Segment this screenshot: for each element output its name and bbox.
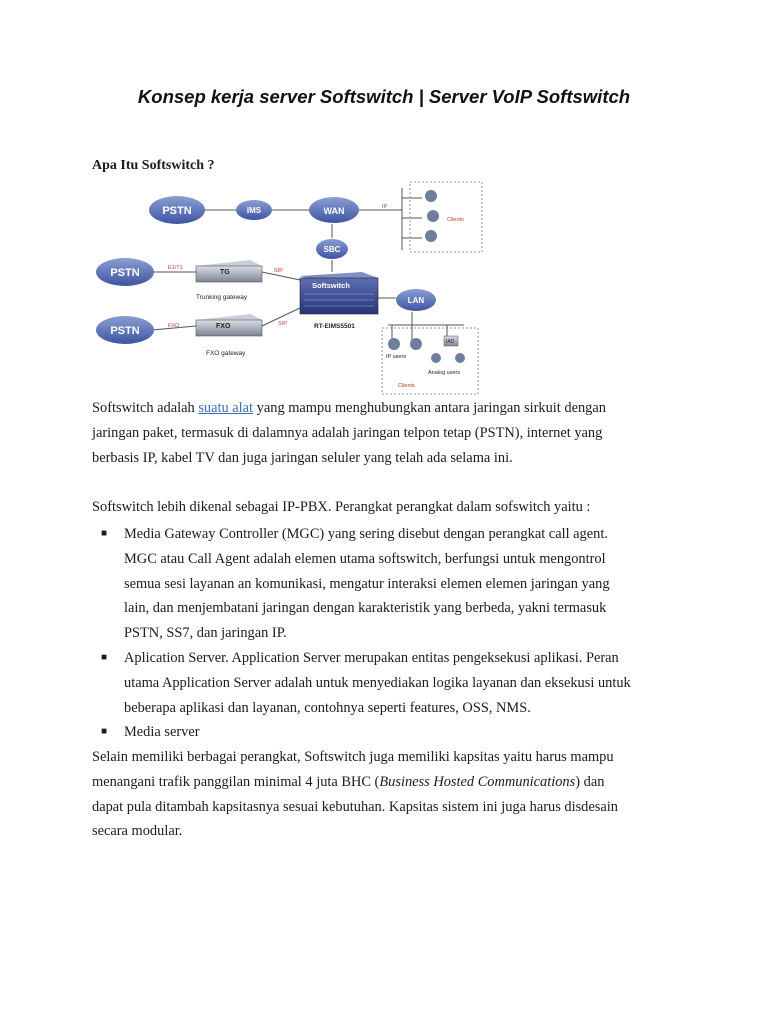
svg-text:Analog users: Analog users <box>428 370 461 376</box>
svg-text:IMS: IMS <box>246 206 262 215</box>
svg-text:IAD: IAD <box>446 339 455 345</box>
trunking-gateway <box>196 260 262 301</box>
pstn-cloud-middle <box>96 258 154 286</box>
paragraph-intro-line3: berbasis IP, kabel TV dan juga jaringan seluler yang telah ada selama ini. <box>92 449 513 466</box>
svg-text:PSTN: PSTN <box>110 267 140 279</box>
document-title: Konsep kerja server Softswitch | Server VoIP Softswitch <box>137 86 631 107</box>
ip-link-label: IP <box>382 204 388 210</box>
paragraph-capacity: Selain memiliki berbagai perangkat, Softswitch juga memiliki kapsitas yaitu harus mampu menangani trafik panggilan minimal 4 juta BHC (Business Hosted Communications) dan dapat pula ditambah kapsitasnya sesuai kebutuhan. Kapsitas sistem ini juga harus disdesain secara modular. <box>92 749 618 840</box>
bullet-marker: ■ <box>101 726 108 738</box>
svg-text:FXO: FXO <box>216 323 231 330</box>
paragraph-ippbx: Softswitch lebih dikenal sebagai IP-PBX. Perangkat perangkat dalam sofswitch yaitu : <box>92 499 591 515</box>
svg-text:Clients: Clients <box>447 217 464 223</box>
svg-text:LAN: LAN <box>407 296 425 305</box>
client-phones-bottom <box>386 325 465 389</box>
softswitch-network-diagram <box>92 180 484 398</box>
svg-text:Softswitch: Softswitch <box>312 281 350 290</box>
section-heading: Apa Itu Softswitch ? <box>92 158 215 173</box>
clients-group-top <box>410 182 482 252</box>
e1t1-link-label: E1/T1 <box>168 265 183 271</box>
sbc-cloud <box>316 239 348 259</box>
pstn-cloud-bottom <box>96 316 154 344</box>
sip-link-label-top: SIP <box>274 268 283 274</box>
svg-text:IP users: IP users <box>386 354 407 360</box>
client-phones-top <box>425 190 464 242</box>
ims-cloud <box>236 200 272 220</box>
pstn-cloud-top <box>149 196 205 224</box>
suatu-alat-link[interactable]: suatu alat <box>198 400 254 416</box>
paragraph-intro-line2: jaringan paket, termasuk di dalamnya adalah jaringan telpon tetap (PSTN), internet yang <box>92 424 603 441</box>
bullet-marker: ■ <box>101 528 108 539</box>
list-item-application-server: ■ Aplication Server. Application Server merupakan entitas pengeksekusi aplikasi. Peran utama Application Server adalah untuk menyediakan logika layanan dan eksekusi untuk beberapa aplikasi dan layanan, contohnya seperti features, OSS, NMS. <box>92 646 692 720</box>
fxo-link-label: FXO <box>168 323 180 329</box>
sip-link-label-bottom: SIP <box>278 321 287 327</box>
list-item-media-server: ■ Media server <box>92 720 692 745</box>
bullet-marker: ■ <box>101 651 108 663</box>
svg-text:Clients: Clients <box>398 383 415 389</box>
svg-text:WAN: WAN <box>323 206 345 216</box>
svg-text:PSTN: PSTN <box>110 325 140 337</box>
list-item-mgc: ■ Media Gateway Controller (MGC) yang sering disebut dengan perangkat call agent. MGC atau Call Agent adalah elemen utama softswitch, berfungsi untuk mengontrol semua sesi layanan an komunikasi, mengatur interaksi elemen elemen jaringan yang lain, dan menjembatani jaringan dengan karakteristik yang berbeda, yakni termasuk PSTN, SS7, dan jaringan IP. <box>92 522 692 646</box>
lan-cloud <box>396 289 436 311</box>
svg-text:FXO gateway: FXO gateway <box>206 350 246 357</box>
device-list <box>92 522 692 745</box>
svg-text:TG: TG <box>220 269 230 276</box>
svg-text:SBC: SBC <box>323 245 341 254</box>
softswitch-server <box>300 272 378 330</box>
svg-text:RT-EIMS5501: RT-EIMS5501 <box>314 323 355 330</box>
svg-text:PSTN: PSTN <box>162 205 192 217</box>
paragraph-intro-line1: Softswitch adalah suatu alat yang mampu menghubungkan antara jaringan sirkuit dengan <box>92 400 606 416</box>
bhc-term: Business Hosted Communications <box>379 773 576 790</box>
fxo-gateway <box>196 314 262 357</box>
paragraph-intro <box>92 396 692 470</box>
wan-cloud <box>309 197 359 223</box>
svg-text:Trunking gateway: Trunking gateway <box>196 294 248 301</box>
